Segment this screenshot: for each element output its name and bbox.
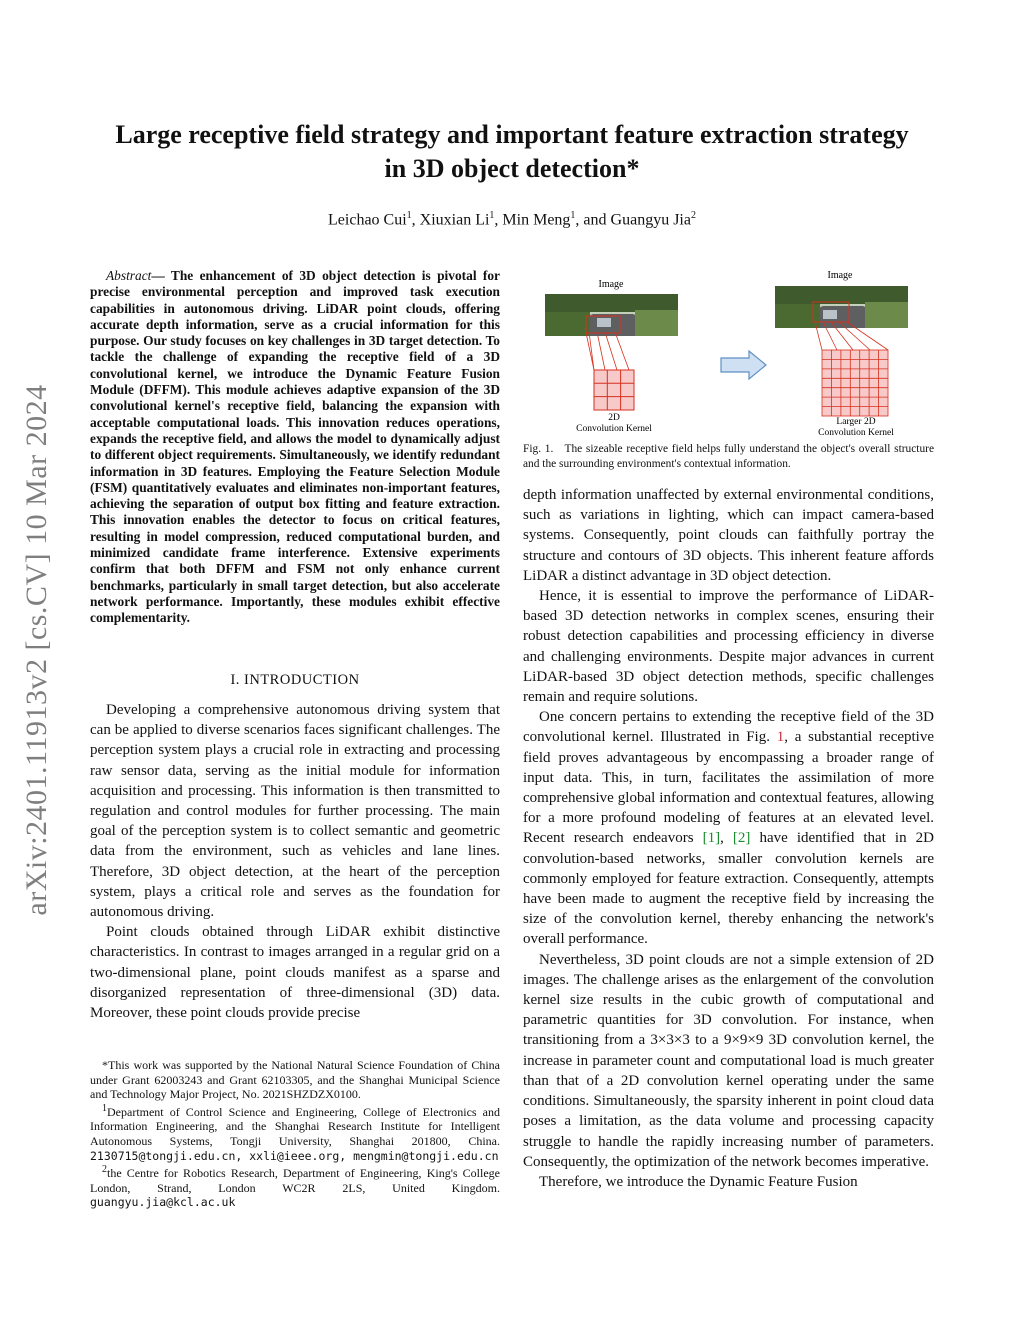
kernel-label-right-line1: Larger 2D	[836, 417, 876, 427]
author-separator: ,	[494, 211, 503, 229]
kernel-label-left-line2: Convolution Kernel	[576, 424, 652, 434]
paragraph: Point clouds obtained through LiDAR exhibit distinctive characteristics. In contrast to images arranged in a regular grid on a two-dimensional plane, point clouds manifest as a sparse and disorganized representation of three-dimensional (3D) data. Moreover, these point clouds provide precise	[90, 924, 500, 1022]
arrow-icon	[721, 351, 766, 379]
affiliation-footnote-2	[90, 1163, 500, 1210]
image-label-right: Image	[827, 270, 853, 281]
author-separator: ,	[411, 211, 420, 229]
road-photo-right	[775, 286, 908, 328]
right-column-body	[523, 485, 934, 1192]
arxiv-identifier: arXiv:2401.11913v2 [cs.CV] 10 Mar 2024	[20, 384, 53, 916]
kernel-grid-large	[822, 350, 888, 416]
paragraph-receptive-field	[523, 707, 934, 949]
title-line-2: in 3D object detection*	[384, 154, 640, 183]
citation-link[interactable]: [1]	[702, 830, 721, 847]
affiliation-mark: 2	[690, 210, 696, 221]
receptive-field-diagram	[523, 262, 934, 440]
figure-caption	[523, 442, 934, 471]
caption-text: The sizeable receptive field helps fully understand the object's overall structure and the surrounding environment's contextual information.	[523, 443, 935, 470]
abstract	[90, 268, 500, 627]
figure-reference-link[interactable]: 1	[776, 729, 785, 746]
introduction-body	[90, 700, 500, 1023]
text-span: , a substantial receptive field proves advantageous by encompassing a broader range of input data. This, in turn, facilitates the assimilation of more comprehensive global information and contextual features, allowing for a more profound modeling of features at an elevated level. Recent research endeavors	[523, 729, 934, 847]
footnote-text: Department of Control Science and Engineering, College of Electronics and Information Engineering, and the Shanghai Research Institute for Intelligent Autonomous Systems, Tongji University, Shanghai 201800, China.	[90, 1104, 500, 1148]
author-separator: , and	[575, 211, 611, 229]
footnotes	[90, 1058, 500, 1210]
paragraph: Developing a comprehensive autonomous driving system that can be applied to diverse scenarios faces significant challenges. The perception system plays a crucial role in extracting and processing raw sensor data, serving as the initial module for information acquisition and processing. This information is then transmitted to regulation and control modules for further processing. The main goal of the perception system is to collect semantic and geometric data from the environment, such as vehicles and lane lines. Therefore, 3D object detection, at the heart of the perception system, plays a critical role and serves as the foundation for autonomous driving.	[90, 702, 500, 921]
citation-link[interactable]: [2]	[732, 830, 751, 847]
title-line-1: Large receptive field strategy and important feature extraction strategy	[115, 120, 909, 149]
author: Min Meng	[502, 211, 571, 229]
road-photo-left	[545, 294, 678, 336]
author: Guangyu Jia	[610, 211, 691, 229]
abstract-dash: —	[151, 268, 171, 283]
paper-title	[60, 118, 964, 186]
footnote-mark: 2	[102, 1164, 107, 1176]
text-span: ,	[720, 830, 733, 847]
affiliation-footnote-1	[90, 1102, 500, 1163]
paragraph: depth information unaffected by external environmental conditions, such as variations in lighting, which can impact camera-based systems. Consequently, point clouds can faithfully portray the structure and contours of 3D objects. This inherent feature affords LiDAR a distinct advantage in 3D object detection.	[523, 487, 934, 584]
paragraph: Therefore, we introduce the Dynamic Feature Fusion	[539, 1173, 858, 1190]
caption-label: Fig. 1.	[523, 443, 554, 455]
image-label-left: Image	[598, 279, 624, 290]
footnote-mark: 1	[102, 1102, 107, 1114]
text-span: One concern pertains to extending the receptive field of the 3D convolutional kernel. Illustrated in Fig.	[523, 709, 934, 746]
arxiv-sidebar	[12, 350, 62, 950]
footnote-text: the Centre for Robotics Research, Department of Engineering, King's College London, Strand, London WC2R 2LS, United Kingdom.	[90, 1166, 500, 1195]
kernel-label-left-line1: 2D	[608, 413, 620, 423]
author-list	[60, 210, 964, 229]
kernel-label-right-line2: Convolution Kernel	[818, 428, 894, 438]
figure-1	[523, 262, 934, 440]
affiliation-mark: 1	[570, 210, 576, 221]
author: Leichao Cui	[328, 211, 407, 229]
abstract-text: The enhancement of 3D object detection is pivotal for precise environmental perception and improved task execution capabilities in autonomous driving. LiDAR point clouds, offering accurate depth information, serve as a crucial information for this purpose. Our study focuses on key challenges in 3D target detection. To tackle the challenge of expanding the receptive field of a 3D convolutional kernel, we introduce the Dynamic Feature Fusion Module (DFFM). This module achieves adaptive expansion of the 3D convolutional kernel's receptive field, balancing the expansion with acceptable computational loads. This innovation reduces operations, expands the receptive field, and allows the model to dynamically adjust to different object requirements. Simultaneously, we identify redundant information in 3D features. Employing the Feature Selection Module (FSM) quantitatively evaluates and eliminates non-important features, achieving the separation of output box fitting and feature extraction. This innovation enables the detector to focus on critical features, resulting in model compression, reduced computational burden, and minimized candidate frame interference. Extensive experiments confirm that both DFFM and FSM not only enhance current benchmarks, particularly in small target detection, but also accelerate network performance. Importantly, these modules exhibit effective complementarity.	[90, 268, 500, 626]
text-span: have identified that in 2D convolution-based networks, smaller convolution kernels are commonly employed for feature extraction. Consequently, attempts have been made to augment the receptive field by increasing the size of the convolution kernel, thereby enhancing the network's overall performance.	[523, 830, 934, 948]
email-list[interactable]: 2130715@tongji.edu.cn, xxli@ieee.org, mengmin@tongji.edu.cn	[90, 1148, 499, 1163]
author: Xiuxian Li	[419, 211, 490, 229]
affiliation-mark: 1	[406, 210, 412, 221]
paragraph: Nevertheless, 3D point clouds are not a simple extension of 2D images. The challenge arises as the enlargement of the convolution kernel size results in the cubic growth of computational and parametric quantities for 3D convolution. For instance, when transitioning from a 3×3×3 to a 9×9×9 3D convolution kernel, the increase in parameter count and computational load is much greater than that of a 2D convolution kernel operating under the same conditions. Simultaneously, the sparsity inherent in point cloud data poses a limitation, as the data volume and processing capacity struggle to handle the rapidly increasing number of parameters. Consequently, the optimization of the network becomes imperative.	[523, 951, 934, 1170]
funding-footnote: *This work was supported by the National Natural Science Foundation of China under Grant 62003243 and Grant 62103305, and the Shanghai Municipal Science and Technology Major Project, No. 2021SHZDZX0100.	[90, 1058, 500, 1102]
email[interactable]: guangyu.jia@kcl.ac.uk	[90, 1195, 236, 1210]
affiliation-mark: 1	[489, 210, 495, 221]
abstract-label: Abstract	[106, 268, 152, 283]
paragraph: Hence, it is essential to improve the performance of LiDAR-based 3D detection networks in complex scenes, ensuring their robust detection capabilities and processing efficiency in diverse and challenging environments. Despite major advances in current LiDAR-based 3D object detection methods, specific challenges remain and require solutions.	[523, 588, 934, 706]
section-heading-introduction: I. INTRODUCTION	[230, 672, 360, 688]
kernel-grid-3x3	[594, 370, 634, 410]
